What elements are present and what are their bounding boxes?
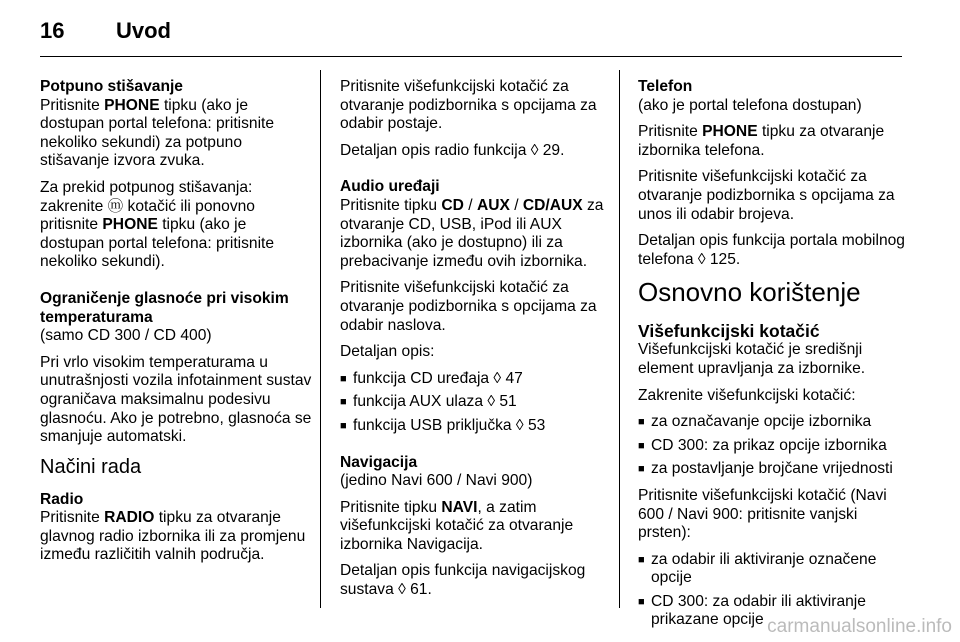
paragraph: Pritisnite višefunkcijski kotačić za otvaranje podizbornika s opcijama za odabir postaje.	[340, 78, 597, 133]
paragraph: Detaljan opis funkcija navigacijskog sustava ◊ 61.	[340, 562, 586, 599]
bullet-list	[340, 370, 608, 436]
section-title: Potpuno stišavanje	[40, 78, 183, 95]
watermark: carmanualsonline.info	[767, 616, 952, 637]
paragraph: (jedino Navi 600 / Navi 900)	[340, 472, 533, 490]
heading: Osnovno korištenje	[638, 277, 861, 308]
list-item: ■ funkcija AUX ulaza ◊ 51	[340, 393, 608, 412]
paragraph: Zakrenite višefunkcijski kotačić:	[638, 386, 856, 404]
paragraph: Pritisnite PHONE tipku (ako je dostupan portal telefona: pritisnite nekoliko sekundi) za potpuno stišavanje izvora zvuka.	[40, 96, 275, 170]
paragraph: Pritisnite PHONE tipku za otvaranje izbornika telefona.	[638, 123, 885, 159]
paragraph: Pritisnite RADIO tipku za otvaranje glavnog radio izbornika ili za promjenu između različitih valnih područja.	[40, 509, 306, 564]
knob-icon: ⓜ	[107, 197, 124, 215]
list-item: ■ funkcija USB priključka ◊ 53	[340, 417, 608, 436]
heading: Načini rada	[40, 455, 142, 478]
column-right	[638, 78, 906, 638]
section-title: Audio uređaji	[340, 178, 440, 196]
list-item: ■ za označavanje opcije izbornika	[638, 413, 906, 432]
section-title: Radio	[40, 490, 84, 508]
list-item: ■ CD 300: za prikaz opcije izbornika	[638, 437, 906, 456]
list-item: ■ za odabir ili aktiviranje označene opcije	[638, 551, 906, 588]
paragraph: Detaljan opis funkcija portala mobilnog telefona ◊ 125.	[638, 232, 905, 268]
paragraph: Detaljan opis:	[340, 343, 435, 361]
bullet-list	[638, 413, 906, 479]
paragraph: Pri vrlo visokim temperaturama u unutrašnjosti vozila infotainment sustav ograničava maksimalnu podesivu glasnoću. Ako je potrebno, glasnoća se smanjuje automatski.	[40, 353, 312, 446]
column-left	[40, 78, 312, 573]
section-title: Ograničenje glasnoće pri visokim temperaturama	[40, 289, 289, 326]
paragraph: Detaljan opis radio funkcija ◊ 29.	[340, 141, 565, 159]
paragraph: Pritisnite višefunkcijski kotačić za otvaranje podizbornika s opcijama za odabir naslova.	[340, 279, 597, 334]
column-divider	[320, 70, 321, 608]
column-middle	[340, 78, 608, 608]
page-title: Uvod	[116, 18, 171, 43]
section-title: Višefunkcijski kotačić	[638, 321, 820, 342]
paragraph: (samo CD 300 / CD 400)	[40, 327, 212, 345]
paragraph: Pritisnite tipku NAVI, a zatim višefunkcijski kotačić za otvaranje izbornika Navigacija.	[340, 498, 574, 553]
column-divider	[619, 70, 620, 608]
header-rule	[40, 56, 902, 57]
paragraph: Za prekid potpunog stišavanja: zakrenite ⓜ kotačić ili ponovno pritisnite PHONE tipku (ako je dostupan portal telefona: pritisnite nekoliko sekundi).	[40, 178, 275, 271]
list-item: ■ za postavljanje brojčane vrijednosti	[638, 460, 906, 479]
paragraph: Pritisnite višefunkcijski kotačić za otvaranje podizbornika s opcijama za unos ili odabir brojeva.	[638, 168, 895, 223]
section-title: Navigacija	[340, 453, 418, 471]
page-header	[40, 18, 171, 44]
section-title: Telefon	[638, 78, 693, 95]
paragraph: Višefunkcijski kotačić je središnji element upravljanja za izbornike.	[638, 341, 866, 377]
page-number: 16	[40, 18, 65, 43]
list-item: ■ funkcija CD uređaja ◊ 47	[340, 370, 608, 389]
list-item: ■ CD 300: za odabir ili aktiviranje prikazane opcije	[638, 593, 906, 630]
paragraph: Pritisnite tipku CD / AUX / CD/AUX za otvaranje CD, USB, iPod ili AUX izbornika (ako je dostupno) ili za prebacivanje između ovih izbornika.	[340, 196, 604, 270]
paragraph: Pritisnite višefunkcijski kotačić (Navi 600 / Navi 900: pritisnite vanjski prsten):	[638, 486, 887, 542]
paragraph: (ako je portal telefona dostupan)	[638, 96, 862, 114]
